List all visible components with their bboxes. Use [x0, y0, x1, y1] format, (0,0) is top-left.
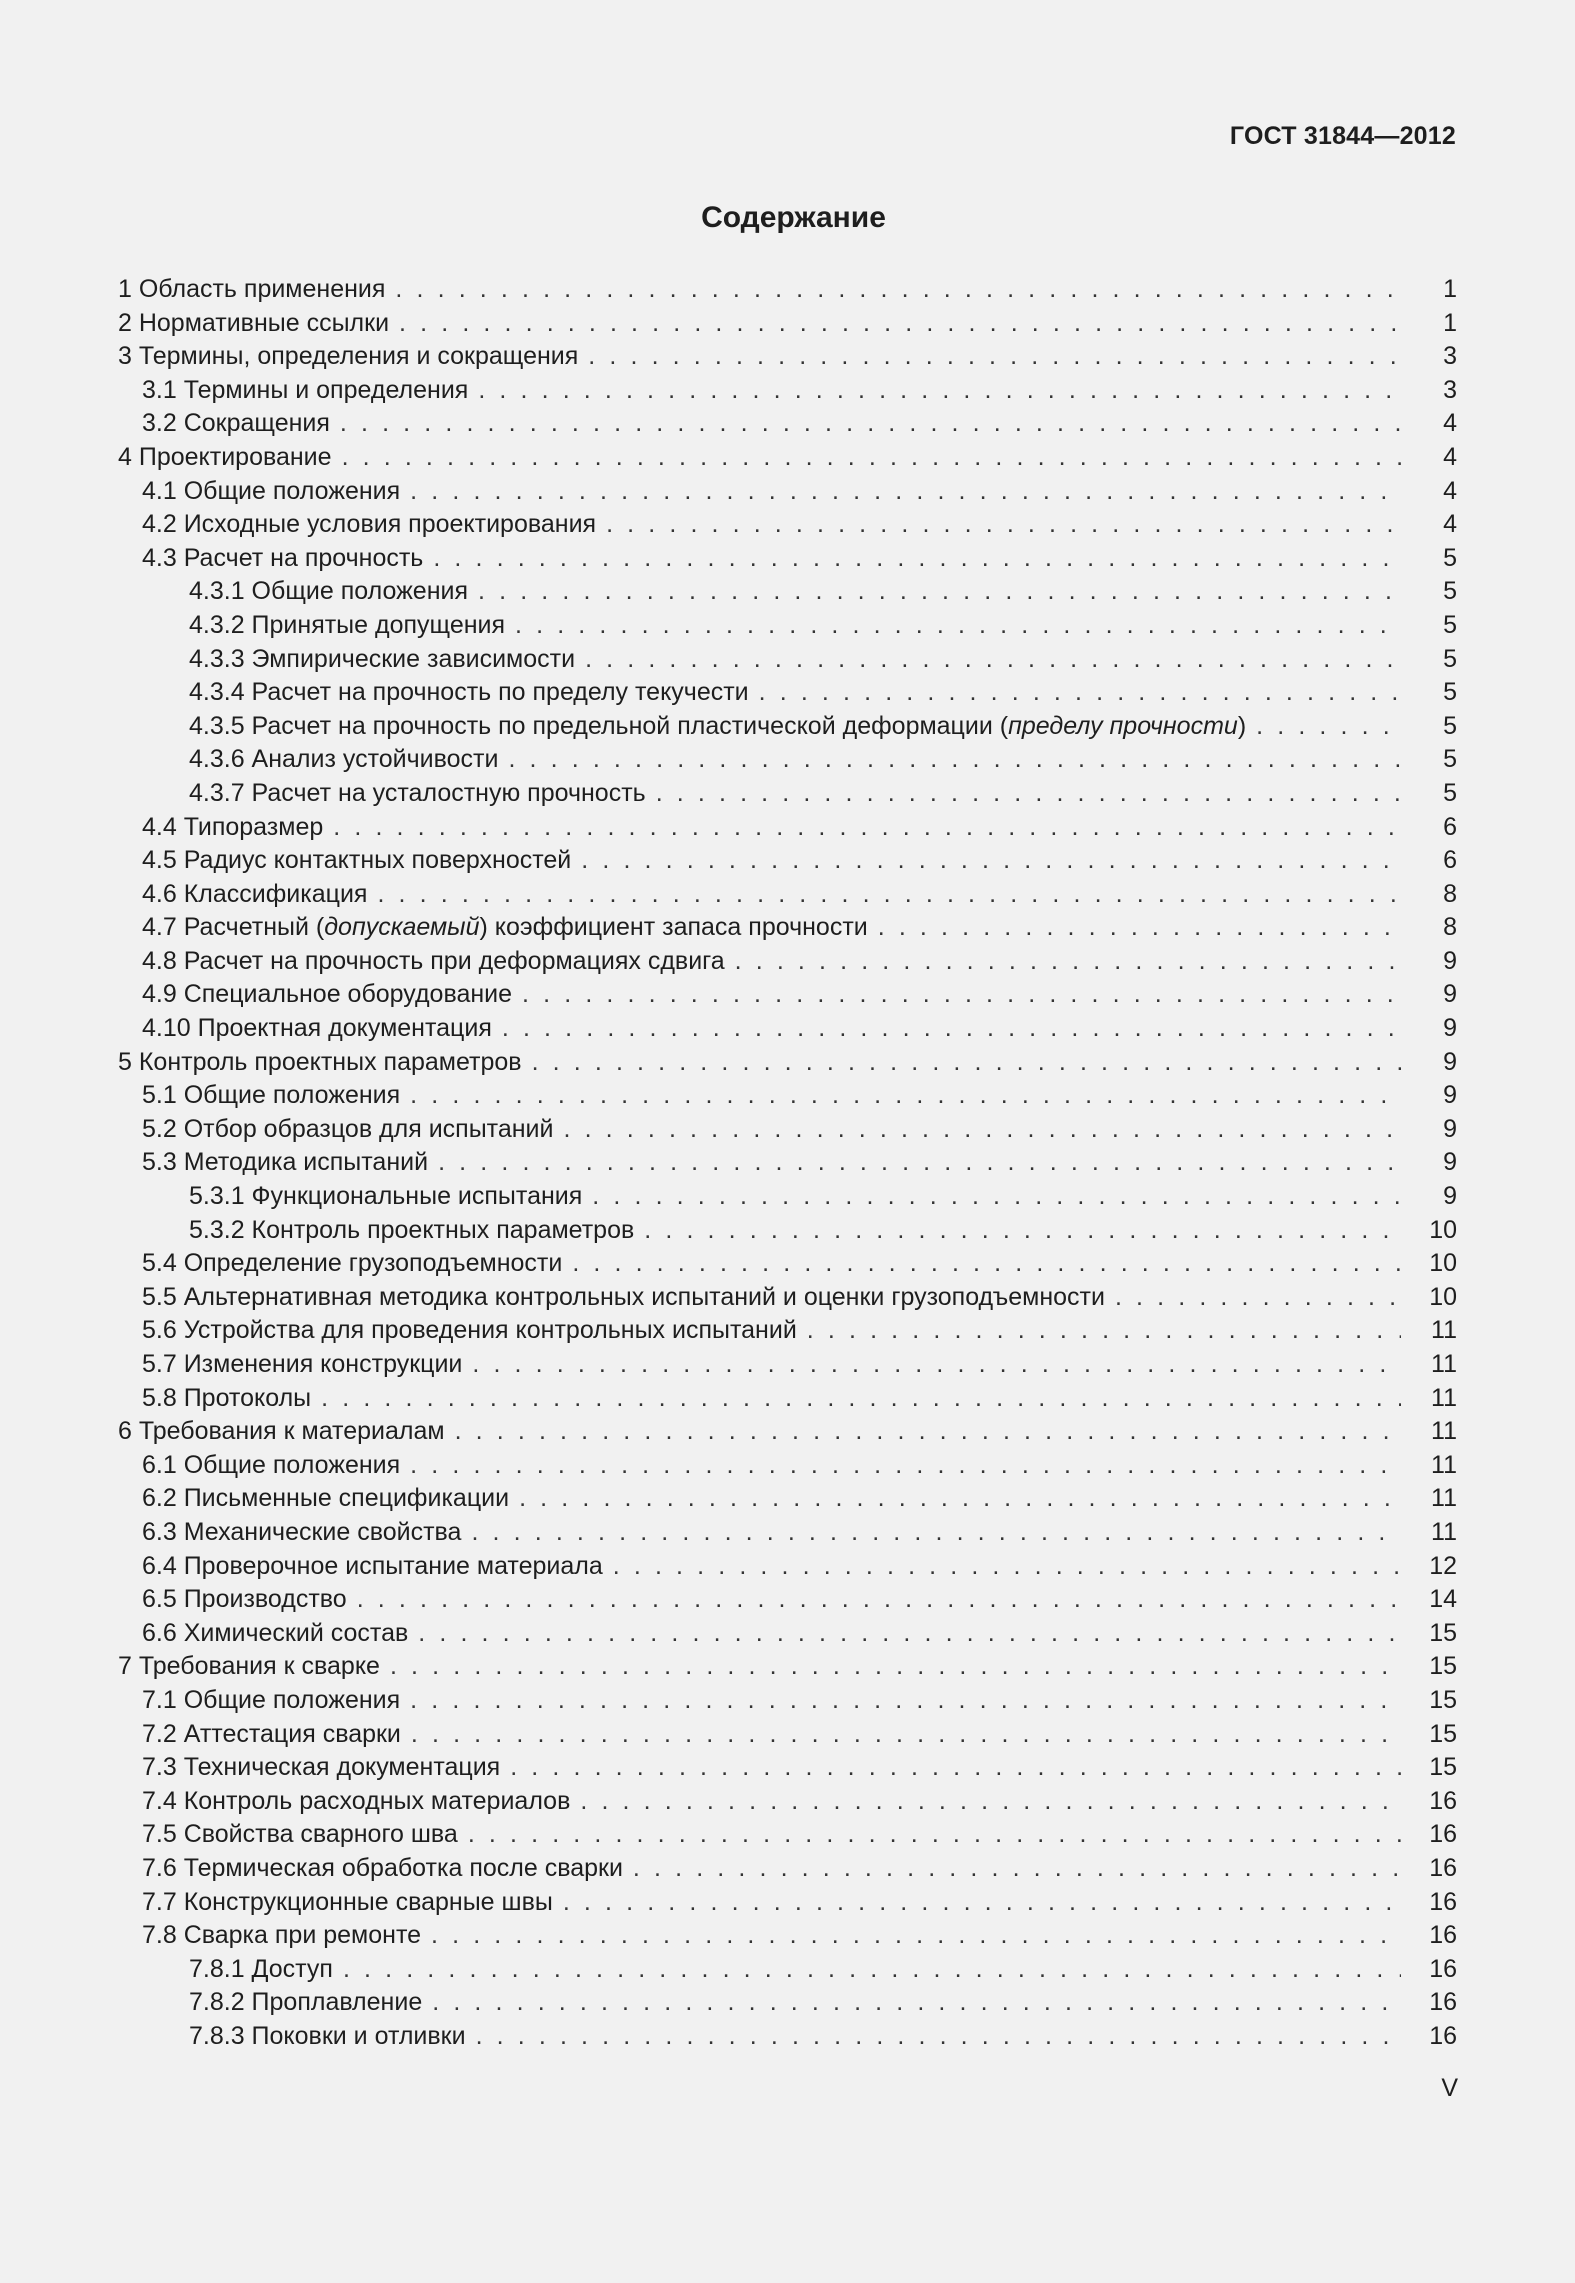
dot-leader: [432, 1986, 1401, 2020]
toc-entry[interactable]: [118, 1986, 1457, 2020]
toc-entry-page: 10: [1429, 1282, 1457, 1311]
dot-leader: [502, 1012, 1401, 1046]
toc-entry-title: [142, 1079, 400, 1113]
toc-entry-page: 6: [1443, 846, 1457, 875]
toc-entry-title: [189, 710, 1246, 744]
toc-entry-title-text: 5.2 Отбор образцов для испытаний: [142, 1114, 554, 1143]
toc-entry-title: [189, 1986, 422, 2020]
toc-entry[interactable]: [118, 1886, 1457, 1920]
toc-entry-title-text: 3.1 Термины и определения: [142, 375, 469, 404]
dot-leader: [343, 1953, 1401, 1987]
dot-leader: [878, 911, 1401, 945]
toc-entry-title-text: 7.2 Аттестация сварки: [142, 1719, 401, 1748]
dot-leader: [1256, 710, 1401, 744]
toc-entry-title-suffix: ) коэффициент запаса прочности: [479, 913, 868, 942]
toc-entry-title-text: 4.8 Расчет на прочность при деформациях сдвига: [142, 946, 725, 975]
toc-entry[interactable]: [118, 945, 1457, 979]
toc-entry-title: [142, 911, 868, 945]
toc-entry-page: 16: [1429, 1954, 1457, 1983]
dot-leader: [644, 1214, 1401, 1248]
toc-entry[interactable]: [118, 1953, 1457, 1987]
toc-entry-title: [142, 1482, 509, 1516]
toc-entry-title-text: 7.8.2 Проплавление: [189, 1988, 423, 2017]
toc-entry-title: [189, 609, 505, 643]
table-of-contents: [118, 273, 1457, 2053]
dot-leader: [759, 676, 1401, 710]
toc-entry[interactable]: [118, 978, 1457, 1012]
toc-entry-title: [189, 676, 749, 710]
dot-leader: [633, 1852, 1401, 1886]
toc-entry-title: [189, 743, 498, 777]
toc-entry-title-text: 6.1 Общие положения: [142, 1450, 401, 1479]
dot-leader: [342, 441, 1401, 475]
toc-entry-title-text: 4.3.5 Расчет на прочность по предельной пластической деформации (: [189, 711, 1009, 740]
toc-entry-page: 10: [1429, 1249, 1457, 1278]
toc-entry-page: 16: [1429, 1921, 1457, 1950]
toc-entry-page: 16: [1429, 1988, 1457, 2017]
toc-entry-page: 5: [1443, 711, 1457, 740]
toc-entry-title: [142, 508, 596, 542]
toc-entry[interactable]: [118, 475, 1457, 509]
dot-leader: [390, 1650, 1401, 1684]
toc-entry-title-italic: пределу прочности: [1008, 711, 1238, 740]
dot-leader: [572, 1247, 1401, 1281]
toc-entry-page: 5: [1443, 610, 1457, 639]
toc-entry[interactable]: [118, 710, 1457, 744]
dot-leader: [478, 575, 1401, 609]
toc-entry-page: 5: [1443, 745, 1457, 774]
toc-entry-title: [142, 1617, 408, 1651]
toc-entry-title: [189, 1214, 634, 1248]
toc-entry-title: [142, 374, 468, 408]
toc-entry-page: 11: [1431, 1417, 1457, 1446]
toc-entry[interactable]: [118, 1482, 1457, 1516]
dot-leader: [410, 1449, 1401, 1483]
toc-entry[interactable]: [118, 1180, 1457, 1214]
toc-entry-title: [142, 407, 330, 441]
toc-entry-title: [142, 542, 423, 576]
toc-entry[interactable]: [118, 844, 1457, 878]
toc-entry-title-text: 5.1 Общие положения: [142, 1081, 401, 1110]
toc-entry-page: 15: [1429, 1618, 1457, 1647]
toc-entry-title-text: 3 Термины, определения и сокращения: [118, 342, 579, 371]
toc-entry-title: [142, 844, 571, 878]
toc-entry-title: [142, 1684, 400, 1718]
dot-leader: [410, 1684, 1401, 1718]
toc-entry-title: [118, 1046, 522, 1080]
toc-entry-title-text: 4.10 Проектная документация: [142, 1014, 492, 1043]
toc-entry-title: [142, 1012, 492, 1046]
toc-entry-title-text: 2 Нормативные ссылки: [118, 308, 390, 337]
toc-entry-title: [118, 340, 578, 374]
toc-entry[interactable]: [118, 1214, 1457, 1248]
toc-entry-page: 9: [1443, 1148, 1457, 1177]
toc-entry-title-text: 4.3.2 Принятые допущения: [189, 610, 506, 639]
toc-entry-title: [142, 878, 367, 912]
toc-entry-page: 9: [1443, 1182, 1457, 1211]
toc-entry[interactable]: [118, 407, 1457, 441]
toc-entry[interactable]: [118, 340, 1457, 374]
toc-entry[interactable]: [118, 1617, 1457, 1651]
toc-entry-title-text: 7.8.3 Поковки и отливки: [189, 2021, 466, 2050]
toc-entry-title-text: 6.6 Химический состав: [142, 1618, 409, 1647]
toc-entry[interactable]: [118, 374, 1457, 408]
toc-entry[interactable]: [118, 676, 1457, 710]
toc-entry[interactable]: [118, 1046, 1457, 1080]
toc-entry-title: [142, 1583, 347, 1617]
toc-entry-title-text: 4.3.1 Общие положения: [189, 577, 469, 606]
toc-entry-title: [189, 777, 646, 811]
dot-leader: [656, 777, 1401, 811]
toc-entry-title: [118, 1415, 445, 1449]
toc-entry-title: [142, 1751, 500, 1785]
toc-entry-title-text: 4.2 Исходные условия проектирования: [142, 510, 597, 539]
toc-entry-page: 11: [1431, 1450, 1457, 1479]
toc-entry-title-text: 5.3 Методика испытаний: [142, 1148, 429, 1177]
dot-leader: [472, 1348, 1401, 1382]
toc-entry[interactable]: [118, 542, 1457, 576]
toc-entry-title: [189, 643, 575, 677]
dot-leader: [510, 1751, 1401, 1785]
toc-entry-page: 8: [1443, 913, 1457, 942]
toc-entry[interactable]: [118, 1146, 1457, 1180]
toc-entry-title: [189, 1953, 333, 1987]
toc-entry-title: [142, 1247, 562, 1281]
toc-entry-page: 16: [1429, 1853, 1457, 1882]
toc-entry-title-text: 4 Проектирование: [118, 442, 332, 471]
toc-entry-title: [142, 1818, 458, 1852]
dot-leader: [592, 1180, 1401, 1214]
dot-leader: [532, 1046, 1401, 1080]
toc-entry-page: 5: [1443, 543, 1457, 572]
dot-leader: [471, 1516, 1401, 1550]
toc-entry-page: 3: [1443, 375, 1457, 404]
dot-leader: [613, 1550, 1401, 1584]
dot-leader: [478, 374, 1401, 408]
dot-leader: [476, 2020, 1401, 2054]
toc-entry-page: 14: [1429, 1585, 1457, 1614]
toc-entry-title: [142, 1852, 623, 1886]
toc-entry-title: [142, 1785, 570, 1819]
toc-entry-page: 4: [1443, 476, 1457, 505]
toc-entry[interactable]: [118, 508, 1457, 542]
toc-entry-page: 9: [1443, 980, 1457, 1009]
toc-entry-page: 5: [1443, 778, 1457, 807]
toc-entry-page: 11: [1431, 1383, 1457, 1412]
dot-leader: [431, 1919, 1401, 1953]
dot-leader: [585, 643, 1401, 677]
toc-entry[interactable]: [118, 878, 1457, 912]
toc-entry-title: [118, 441, 332, 475]
toc-entry-page: 15: [1429, 1652, 1457, 1681]
toc-entry-title-text: 4.3.3 Эмпирические зависимости: [189, 644, 576, 673]
toc-entry-title-text: 7 Требования к сварке: [118, 1652, 380, 1681]
dot-leader: [333, 811, 1401, 845]
toc-entry-title: [118, 307, 389, 341]
toc-entry-title-text: 5.3.2 Контроль проектных параметров: [189, 1215, 635, 1244]
dot-leader: [508, 743, 1401, 777]
toc-entry[interactable]: [118, 2020, 1457, 2054]
toc-entry-title-text: 4.7 Расчетный (: [142, 913, 325, 942]
toc-entry-title: [142, 978, 512, 1012]
dot-leader: [564, 1113, 1402, 1147]
toc-entry[interactable]: [118, 1516, 1457, 1550]
toc-entry-title: [142, 945, 725, 979]
toc-entry-title-text: 6 Требования к материалам: [118, 1417, 445, 1446]
toc-entry[interactable]: [118, 643, 1457, 677]
toc-entry-title: [118, 273, 385, 307]
toc-entry-page: 9: [1443, 1014, 1457, 1043]
toc-entry-page: 9: [1443, 946, 1457, 975]
toc-entry-page: 1: [1443, 308, 1457, 337]
toc-entry[interactable]: [118, 1852, 1457, 1886]
toc-entry-page: 8: [1443, 879, 1457, 908]
toc-entry-title-text: 5.5 Альтернативная методика контрольных испытаний и оценки грузоподъемности: [142, 1282, 1105, 1311]
dot-leader: [1115, 1281, 1401, 1315]
toc-entry-title: [142, 1516, 461, 1550]
dot-leader: [515, 609, 1401, 643]
toc-entry-page: 9: [1443, 1081, 1457, 1110]
dot-leader: [563, 1886, 1401, 1920]
toc-entry-title-text: 6.5 Производство: [142, 1585, 347, 1614]
toc-entry-title: [142, 1113, 554, 1147]
dot-leader: [588, 340, 1401, 374]
toc-entry-title-text: 4.3.6 Анализ устойчивости: [189, 745, 499, 774]
toc-entry-title-text: 7.7 Конструкционные сварные швы: [142, 1887, 553, 1916]
toc-entry[interactable]: [118, 1247, 1457, 1281]
dot-leader: [410, 1079, 1401, 1113]
toc-entry-title: [189, 2020, 466, 2054]
toc-entry[interactable]: [118, 1919, 1457, 1953]
toc-entry[interactable]: [118, 575, 1457, 609]
toc-entry-title: [142, 475, 400, 509]
toc-entry-title: [142, 1919, 421, 1953]
dot-leader: [438, 1146, 1401, 1180]
toc-entry-page: 11: [1431, 1517, 1457, 1546]
toc-entry[interactable]: [118, 1012, 1457, 1046]
dot-leader: [468, 1818, 1401, 1852]
toc-entry-page: 16: [1429, 1820, 1457, 1849]
toc-entry-title: [142, 1146, 428, 1180]
toc-entry-page: 4: [1443, 510, 1457, 539]
toc-entry-title: [142, 1449, 400, 1483]
toc-entry-title-text: 7.3 Техническая документация: [142, 1753, 501, 1782]
dot-leader: [399, 307, 1401, 341]
toc-entry-title: [142, 1550, 603, 1584]
dot-leader: [581, 844, 1401, 878]
toc-entry[interactable]: [118, 1449, 1457, 1483]
toc-entry-title-text: 4.3.4 Расчет на прочность по пределу текучести: [189, 678, 749, 707]
dot-leader: [606, 508, 1401, 542]
toc-entry-title-text: 7.4 Контроль расходных материалов: [142, 1786, 571, 1815]
toc-entry-title: [118, 1650, 380, 1684]
toc-entry[interactable]: [118, 1382, 1457, 1416]
toc-entry-page: 10: [1429, 1215, 1457, 1244]
toc-entry-title-text: 6.2 Письменные спецификации: [142, 1484, 510, 1513]
dot-leader: [735, 945, 1401, 979]
toc-entry-page: 15: [1429, 1753, 1457, 1782]
toc-entry-title: [142, 811, 323, 845]
toc-entry-title-text: 5.7 Изменения конструкции: [142, 1350, 463, 1378]
toc-entry-page: 16: [1429, 2021, 1457, 2050]
dot-leader: [807, 1314, 1401, 1348]
dot-leader: [377, 878, 1401, 912]
toc-entry-title-text: 5.6 Устройства для проведения контрольных испытаний: [142, 1316, 797, 1345]
toc-entry[interactable]: [118, 1650, 1457, 1684]
dot-leader: [519, 1482, 1401, 1516]
toc-entry-title: [142, 1281, 1105, 1315]
toc-entry-page: 15: [1429, 1685, 1457, 1714]
toc-entry-title-text: 7.8 Сварка при ремонте: [142, 1921, 422, 1950]
toc-entry-title-text: 5.4 Определение грузоподъемности: [142, 1249, 563, 1278]
toc-entry-title: [142, 1382, 311, 1416]
toc-entry-title: [142, 1348, 462, 1382]
toc-entry-page: 15: [1429, 1719, 1457, 1748]
toc-entry-page: 9: [1443, 1114, 1457, 1143]
toc-entry-page: 4: [1443, 409, 1457, 438]
toc-entry-page: 11: [1431, 1316, 1457, 1345]
toc-entry-title-text: 5.8 Протоколы: [142, 1383, 312, 1412]
dot-leader: [433, 542, 1401, 576]
toc-entry-title-text: 5 Контроль проектных параметров: [118, 1047, 522, 1076]
dot-leader: [522, 978, 1401, 1012]
toc-entry-title: [142, 1314, 797, 1348]
dot-leader: [455, 1415, 1401, 1449]
toc-entry-page: 16: [1429, 1786, 1457, 1815]
toc-entry[interactable]: [118, 273, 1457, 307]
toc-entry[interactable]: [118, 1550, 1457, 1584]
dot-leader: [411, 1718, 1401, 1752]
dot-leader: [410, 475, 1401, 509]
toc-entry[interactable]: [118, 1718, 1457, 1752]
toc-entry[interactable]: [118, 1415, 1457, 1449]
toc-entry[interactable]: [118, 1785, 1457, 1819]
dot-leader: [580, 1785, 1401, 1819]
toc-entry-title-text: 6.4 Проверочное испытание материала: [142, 1551, 603, 1580]
toc-entry[interactable]: [118, 609, 1457, 643]
toc-entry-page: 12: [1429, 1551, 1457, 1580]
toc-entry-title: [142, 1886, 553, 1920]
dot-leader: [418, 1617, 1401, 1651]
toc-entry[interactable]: [118, 1348, 1457, 1382]
toc-entry-page: 4: [1443, 442, 1457, 471]
toc-entry-title: [142, 1718, 401, 1752]
toc-entry-title-text: 4.1 Общие положения: [142, 476, 401, 505]
toc-entry[interactable]: [118, 811, 1457, 845]
toc-entry[interactable]: [118, 1079, 1457, 1113]
toc-entry-page: 3: [1443, 342, 1457, 371]
toc-entry-page: 16: [1429, 1887, 1457, 1916]
page-number: V: [1441, 2074, 1458, 2102]
toc-entry-title-suffix: ): [1237, 711, 1247, 740]
toc-entry[interactable]: [118, 1314, 1457, 1348]
dot-leader: [357, 1583, 1401, 1617]
document-header: ГОСТ 31844—2012: [1229, 122, 1456, 150]
toc-entry-title-text: 4.4 Типоразмер: [142, 812, 324, 841]
toc-entry-title-text: 4.3 Расчет на прочность: [142, 543, 424, 572]
toc-entry-page: 11: [1431, 1350, 1457, 1378]
toc-entry-page: 6: [1443, 812, 1457, 841]
toc-entry[interactable]: [118, 441, 1457, 475]
toc-entry[interactable]: [118, 1751, 1457, 1785]
toc-entry[interactable]: [118, 777, 1457, 811]
dot-leader: [340, 407, 1401, 441]
toc-entry-page: 5: [1443, 678, 1457, 707]
toc-entry-page: 9: [1443, 1047, 1457, 1076]
toc-entry[interactable]: [118, 1281, 1457, 1315]
toc-entry-title-text: 7.1 Общие положения: [142, 1685, 401, 1714]
toc-entry-title-text: 3.2 Сокращения: [142, 409, 330, 438]
toc-entry[interactable]: [118, 911, 1457, 945]
toc-entry-title-text: 7.5 Свойства сварного шва: [142, 1820, 458, 1849]
toc-entry-title-italic: допускаемый: [324, 913, 480, 942]
toc-entry-title-text: 1 Область применения: [118, 275, 386, 303]
toc-entry-title-text: 4.3.7 Расчет на усталостную прочность: [189, 778, 646, 807]
toc-entry[interactable]: [118, 307, 1457, 341]
toc-entry-title-text: 4.6 Классификация: [142, 879, 368, 908]
toc-entry-page: 1: [1443, 275, 1457, 303]
toc-entry-title-text: 6.3 Механические свойства: [142, 1517, 462, 1546]
toc-entry-title: [189, 575, 468, 609]
page-title: Содержание: [701, 201, 886, 234]
toc-entry-title-text: 4.9 Специальное оборудование: [142, 980, 513, 1009]
dot-leader: [395, 273, 1401, 307]
toc-entry-title-text: 5.3.1 Функциональные испытания: [189, 1182, 583, 1211]
toc-entry[interactable]: [118, 1113, 1457, 1147]
dot-leader: [321, 1382, 1401, 1416]
toc-entry-title-text: 7.8.1 Доступ: [189, 1954, 333, 1983]
toc-entry-page: 5: [1443, 577, 1457, 606]
toc-entry-title-text: 7.6 Термическая обработка после сварки: [142, 1853, 623, 1882]
toc-entry-page: 11: [1431, 1484, 1457, 1513]
toc-entry-title: [189, 1180, 582, 1214]
toc-entry-page: 5: [1443, 644, 1457, 673]
toc-entry[interactable]: [118, 1583, 1457, 1617]
toc-entry[interactable]: [118, 743, 1457, 777]
toc-entry[interactable]: [118, 1684, 1457, 1718]
toc-entry-title-text: 4.5 Радиус контактных поверхностей: [142, 846, 572, 875]
toc-entry[interactable]: [118, 1818, 1457, 1852]
